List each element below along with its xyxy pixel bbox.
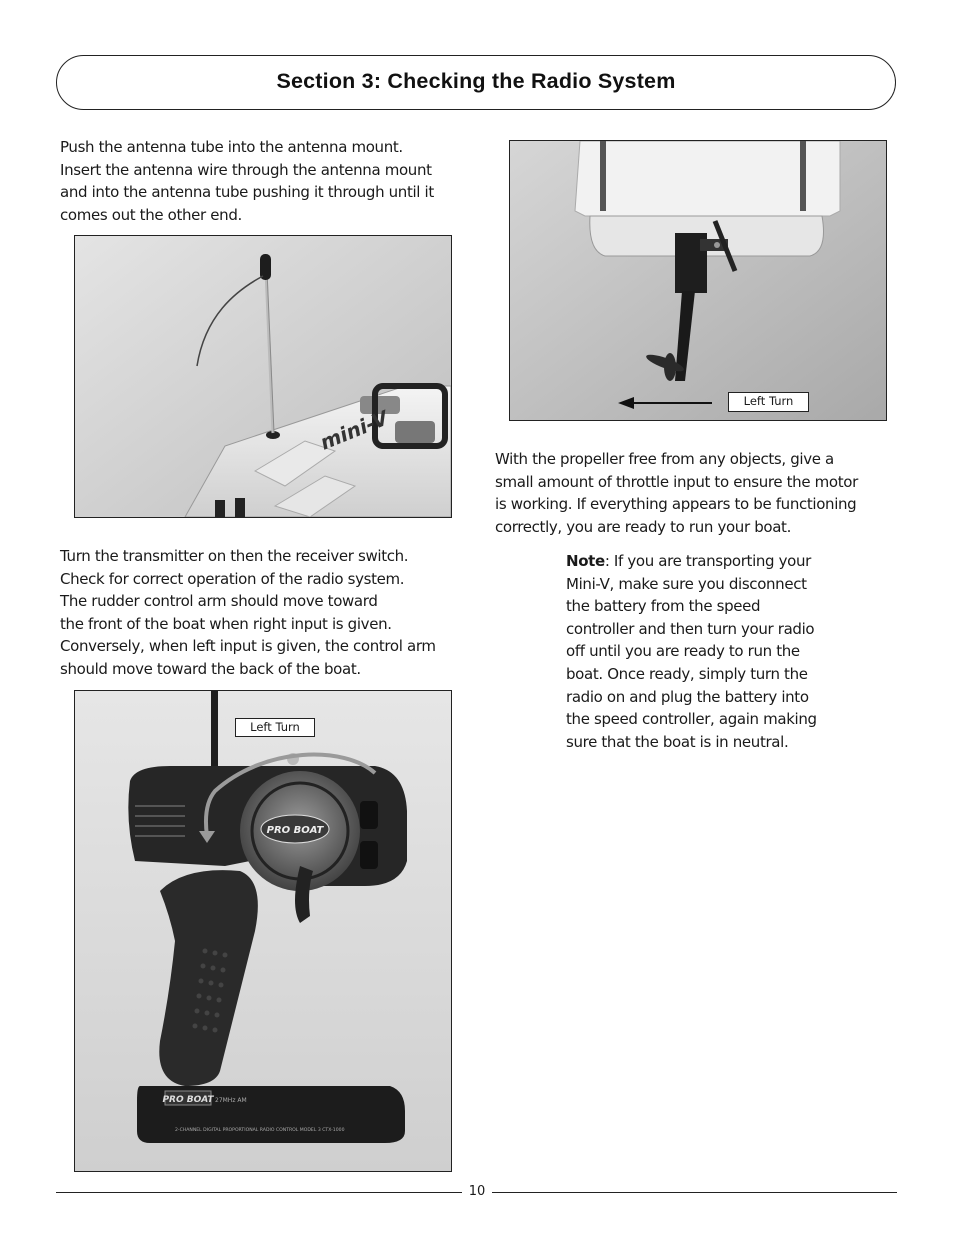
paragraph-line: Push the antenna tube into the antenna mount.: [60, 138, 403, 156]
paragraph-line: radio on and plug the battery into: [566, 687, 809, 706]
transmitter-caption: Left Turn: [235, 718, 315, 737]
section-title: Section 3: Checking the Radio System: [276, 69, 676, 93]
paragraph-line: sure that the boat is in neutral.: [566, 732, 789, 751]
note-first-line: [566, 550, 817, 573]
throttle-instructions: [495, 448, 858, 538]
paragraph-line: the speed controller, again making: [566, 710, 817, 729]
page-number: 10: [468, 1184, 486, 1199]
paragraph-line: Insert the antenna wire through the antenna mount: [60, 160, 432, 179]
paragraph-line: Turn the transmitter on then the receiver switch.: [60, 547, 409, 565]
base-logo: PRO BOAT: [162, 1095, 214, 1105]
transmitter-photo: [74, 690, 452, 1172]
paragraph-line: Conversely, when left input is given, the control arm: [60, 637, 436, 656]
rudder-photo: [509, 140, 887, 421]
footer-rule-right: [492, 1192, 897, 1193]
transport-note: [566, 550, 817, 753]
paragraph-line: controller and then turn your radio: [566, 619, 815, 638]
note-label: Note: [566, 552, 605, 570]
paragraph-line: Check for correct operation of the radio system.: [60, 569, 405, 588]
section-header: [56, 55, 896, 110]
base-model: 2-CHANNEL DIGITAL PROPORTIONAL RADIO CONTROL MODEL 3 CTX-1000: [175, 1128, 345, 1133]
paragraph-line: With the propeller free from any objects, give a: [495, 450, 834, 468]
paragraph-line: should move toward the back of the boat.: [60, 659, 361, 678]
note-first-line-text: : If you are transporting your: [604, 552, 811, 570]
paragraph-line: Mini-V, make sure you disconnect: [566, 574, 807, 593]
boat-decal: mini-V: [316, 405, 392, 455]
wheel-logo: PRO BOAT: [266, 825, 324, 836]
paragraph-line: the front of the boat when right input is given.: [60, 614, 392, 633]
antenna-instructions: [60, 136, 434, 226]
paragraph-line: is working. If everything appears to be functioning: [495, 495, 857, 514]
paragraph-line: the battery from the speed: [566, 597, 761, 616]
paragraph-line: off until you are ready to run the: [566, 642, 800, 661]
paragraph-line: and into the antenna tube pushing it through until it: [60, 183, 434, 202]
paragraph-line: small amount of throttle input to ensure the motor: [495, 472, 858, 491]
paragraph-line: comes out the other end.: [60, 205, 242, 224]
base-band: 27MHz AM: [215, 1097, 247, 1104]
rudder-caption: Left Turn: [728, 392, 809, 412]
paragraph-line: The rudder control arm should move toward: [60, 592, 378, 611]
radio-check-instructions: [60, 545, 436, 681]
paragraph-line: correctly, you are ready to run your boat.: [495, 517, 791, 536]
antenna-photo: [74, 235, 452, 518]
footer-rule-left: [56, 1192, 462, 1193]
paragraph-line: boat. Once ready, simply turn the: [566, 664, 808, 683]
